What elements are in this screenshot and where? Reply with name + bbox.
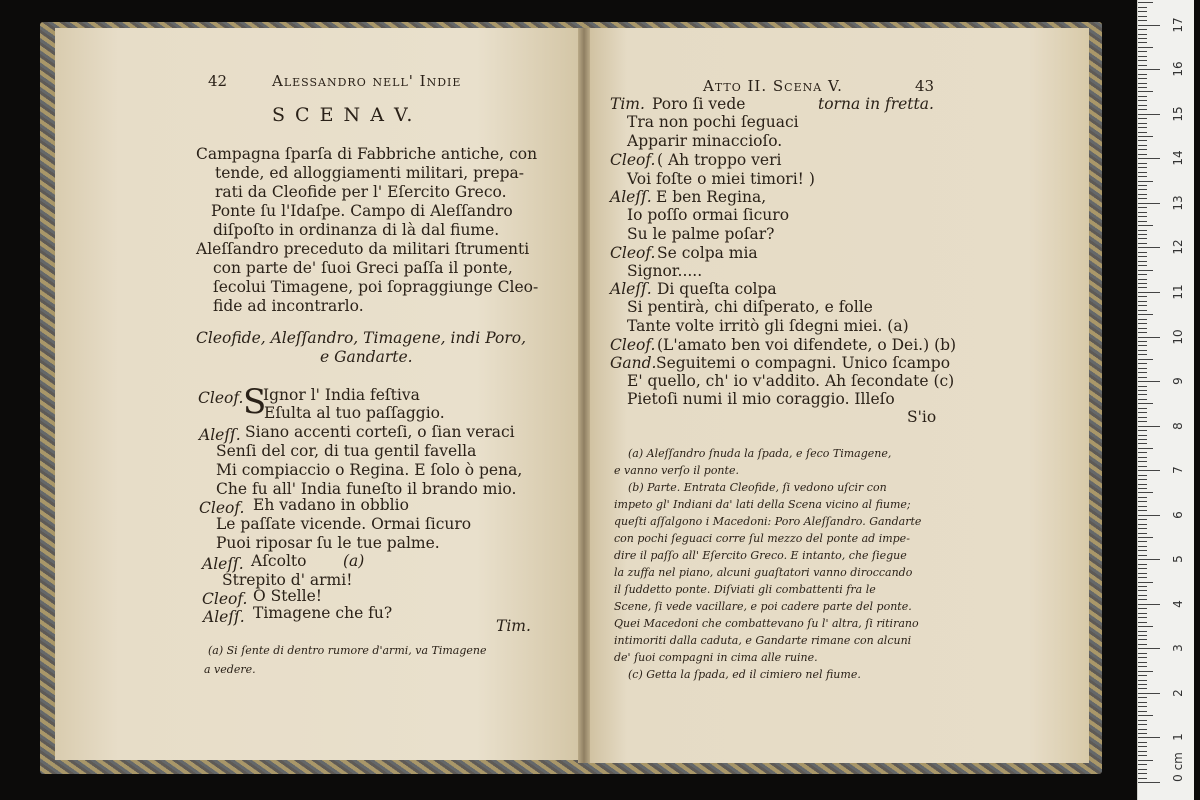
footnote-line: intimoriti dalla caduta, e Gandarte rimane con alcuni	[614, 634, 912, 647]
stage-aside: torna in fretta.	[818, 95, 934, 113]
ruler-tick	[1138, 488, 1147, 489]
ruler-tick	[1138, 666, 1147, 667]
ruler-tick	[1138, 127, 1147, 128]
speaker-label: Cleof.	[610, 151, 656, 169]
ruler-tick	[1138, 653, 1147, 654]
verse-line: E ben Regina,	[656, 188, 767, 206]
ruler-tick	[1138, 751, 1147, 752]
ruler-tick	[1138, 16, 1147, 17]
ruler-tick	[1138, 501, 1147, 502]
ruler-tick	[1138, 595, 1147, 596]
ruler-tick	[1138, 118, 1147, 119]
ruler-tick	[1138, 163, 1147, 164]
ruler-tick	[1138, 319, 1147, 320]
verse-line: Siano accenti corteſi, o ſian veraci	[245, 423, 515, 441]
ruler-tick	[1138, 368, 1147, 369]
ruler-tick	[1138, 25, 1160, 26]
stage-direction-line: Campagna ſparſa di Fabbriche antiche, con	[196, 145, 538, 163]
ruler-tick	[1138, 778, 1147, 779]
ruler-number: 17	[1171, 17, 1185, 33]
ruler-tick	[1138, 706, 1147, 707]
ruler-tick	[1138, 729, 1147, 730]
ruler-tick	[1138, 60, 1147, 61]
ruler-number: 10	[1171, 328, 1185, 345]
ruler-tick	[1138, 408, 1147, 409]
ruler-tick	[1138, 394, 1147, 395]
ruler-tick	[1138, 2, 1153, 3]
ruler-tick	[1138, 91, 1153, 92]
footnote-marker: (a)	[343, 552, 365, 570]
ruler-tick	[1138, 697, 1147, 698]
verse-line: Di queſta colpa	[657, 280, 777, 298]
ruler-tick	[1138, 617, 1147, 618]
ruler-tick	[1138, 755, 1147, 756]
ruler-tick	[1138, 292, 1160, 293]
ruler-tick	[1138, 65, 1147, 66]
verse-line: Si pentirà, chi diſperato, e folle	[627, 298, 873, 316]
ruler-tick	[1138, 435, 1147, 436]
ruler-tick	[1138, 582, 1153, 583]
ruler-tick	[1138, 457, 1147, 458]
ruler-tick	[1138, 114, 1160, 115]
ruler-tick	[1138, 711, 1147, 712]
speaker-label: Cleof.	[610, 244, 656, 262]
ruler-tick	[1138, 586, 1147, 587]
verse-line: Tante volte irritò gli ſdegni miei. (a)	[627, 317, 909, 335]
ruler-tick	[1138, 261, 1147, 262]
ruler-tick	[1138, 7, 1147, 8]
speaker-label: Tim.	[610, 95, 645, 113]
verse-line: Seguitemi o compagni. Unico ſcampo	[656, 354, 951, 372]
ruler-number: 6	[1171, 510, 1185, 519]
ruler-number: 14	[1171, 150, 1185, 166]
speaker-label: Aleſſ.	[202, 555, 244, 573]
stage-direction-line: fide ad incontrarlo.	[213, 297, 364, 315]
verse-line: Voi foſte o miei timori! )	[627, 170, 815, 188]
ruler-tick	[1138, 662, 1147, 663]
ruler-tick	[1138, 212, 1147, 213]
ruler-tick	[1138, 167, 1147, 168]
ruler-tick	[1138, 34, 1147, 35]
running-head-right: Atto II. Scena V.	[703, 77, 843, 95]
stage-direction-line: rati da Cleofide per l' Eſercito Greco.	[215, 183, 507, 201]
ruler-tick	[1138, 265, 1147, 266]
stage-direction-line: diſpoſto in ordinanza di là dal fiume.	[213, 221, 500, 239]
ruler-tick	[1138, 412, 1147, 413]
ruler-tick	[1138, 105, 1147, 106]
verse-line: E' quello, ch' io v'addito. Ah ſecondate (c)	[627, 372, 955, 390]
ruler-tick	[1138, 100, 1147, 101]
ruler-tick	[1138, 631, 1147, 632]
ruler-tick	[1138, 359, 1153, 360]
stage-direction-line: con parte de' ſuoi Greci paſſa il ponte,	[213, 259, 513, 277]
footnote-line: (a) Aleſſandro ſnuda la ſpada, e ſeco Timagene,	[628, 447, 892, 460]
ruler-tick	[1138, 724, 1147, 725]
verse-line: Poro ſi vede	[652, 95, 746, 113]
ruler-tick	[1138, 390, 1147, 391]
ruler-tick	[1138, 702, 1147, 703]
ruler-tick	[1138, 96, 1147, 97]
catchword-right: S'io	[907, 408, 937, 426]
ruler-tick	[1138, 296, 1147, 297]
speaker-label: Cleof.	[610, 336, 656, 354]
ruler-tick	[1138, 29, 1147, 30]
ruler-tick	[1138, 439, 1147, 440]
footnote-line: il ſuddetto ponte. Diſviati gli combattenti fra le	[614, 583, 876, 596]
ruler-number: 11	[1171, 284, 1185, 300]
speaker-label: Cleof.	[199, 499, 245, 517]
ruler-tick	[1138, 350, 1147, 351]
ruler-tick	[1138, 11, 1147, 12]
stage-direction-line: Ponte ſu l'Idaſpe. Campo di Aleſſandro	[211, 202, 513, 220]
ruler-tick	[1138, 639, 1147, 640]
ruler-tick	[1138, 688, 1147, 689]
verse-line: Strepito d' armi!	[222, 571, 353, 589]
ruler-tick	[1138, 550, 1147, 551]
ruler-tick	[1138, 715, 1153, 716]
ruler-tick	[1138, 172, 1147, 173]
ruler-tick	[1138, 515, 1160, 516]
ruler-tick	[1138, 247, 1160, 248]
ruler-tick	[1138, 305, 1147, 306]
footnote-line: a vedere.	[204, 663, 256, 676]
ruler-tick	[1138, 760, 1153, 761]
ruler-tick	[1138, 599, 1147, 600]
ruler-tick	[1138, 328, 1147, 329]
ruler-tick	[1138, 221, 1147, 222]
ruler-tick	[1138, 533, 1147, 534]
ruler-tick	[1138, 158, 1160, 159]
ruler-tick	[1138, 613, 1147, 614]
ruler-tick	[1138, 680, 1147, 681]
ruler-tick	[1138, 559, 1160, 560]
ruler-tick	[1138, 234, 1147, 235]
ruler-tick	[1138, 287, 1147, 288]
ruler-tick	[1138, 274, 1147, 275]
footnote-line: (c) Getta la ſpada, ed il cimiero nel fiume.	[628, 668, 861, 681]
ruler-tick	[1138, 426, 1160, 427]
ruler-tick	[1138, 386, 1147, 387]
ruler-tick	[1138, 773, 1147, 774]
speaker-label: Aleſſ.	[199, 426, 241, 444]
ruler-tick	[1138, 136, 1153, 137]
ruler-tick	[1138, 51, 1147, 52]
ruler-tick	[1138, 42, 1147, 43]
footnote-line: (b) Parte. Entrata Cleofide, ſi vedono uſcir con	[628, 481, 887, 494]
ruler-tick	[1138, 243, 1147, 244]
ruler-tick	[1138, 577, 1147, 578]
running-head-left: Alessandro nell' Indie	[272, 72, 462, 90]
ruler-tick	[1138, 185, 1147, 186]
ruler-number: 8	[1171, 421, 1185, 430]
ruler-tick	[1138, 657, 1147, 658]
ruler-tick	[1138, 568, 1147, 569]
verse-line: (L'amato ben voi difendete, o Dei.) (b)	[657, 336, 957, 354]
verse-line: Apparir minaccioſo.	[627, 132, 783, 150]
ruler-tick	[1138, 363, 1147, 364]
ruler-tick	[1138, 145, 1147, 146]
ruler-tick	[1138, 693, 1160, 694]
speaker-label: Cleof.	[202, 590, 248, 608]
ruler-tick	[1138, 528, 1147, 529]
measurement-ruler	[1137, 0, 1194, 800]
ruler-unit-label: 0 cm	[1171, 752, 1185, 782]
footnote-line: (a) Si ſente di dentro rumore d'armi, va Timagene	[208, 644, 487, 657]
footnote-line: dire il paſſo all' Eſercito Greco. E intanto, che ſiegue	[614, 549, 907, 562]
footnote-line: de' ſuoi compagni in cima alle ruine.	[614, 651, 818, 664]
ruler-tick	[1138, 546, 1147, 547]
ruler-tick	[1138, 176, 1147, 177]
ruler-tick	[1138, 764, 1147, 765]
speaker-label: Aleſſ.	[610, 280, 652, 298]
ruler-tick	[1138, 323, 1147, 324]
book-gutter	[578, 28, 590, 763]
verse-line: Le paſſate vicende. Ormai ſicuro	[216, 515, 472, 533]
ruler-tick	[1138, 541, 1147, 542]
character-list: e Gandarte.	[320, 348, 413, 366]
ruler-tick	[1138, 181, 1153, 182]
ruler-number: 4	[1171, 599, 1185, 608]
ruler-tick	[1138, 230, 1147, 231]
ruler-tick	[1138, 492, 1153, 493]
verse-line: Signor.....	[627, 262, 703, 280]
catchword-left: Tim.	[496, 617, 531, 635]
speaker-label: Aleſſ.	[610, 188, 652, 206]
ruler-number: 16	[1171, 61, 1185, 77]
ruler-tick	[1138, 149, 1147, 150]
ruler-tick	[1138, 20, 1147, 21]
ruler-tick	[1138, 372, 1147, 373]
ruler-tick	[1138, 252, 1147, 253]
ruler-tick	[1138, 399, 1147, 400]
ruler-tick	[1138, 189, 1147, 190]
ruler-tick	[1138, 377, 1147, 378]
ruler-tick	[1138, 270, 1153, 271]
ruler-number: 7	[1171, 466, 1185, 474]
ruler-tick	[1138, 74, 1147, 75]
verse-line: Timagene che fu?	[253, 604, 393, 622]
ruler-tick	[1138, 332, 1147, 333]
ruler-tick	[1138, 78, 1147, 79]
ruler-tick	[1138, 510, 1147, 511]
ruler-tick	[1138, 443, 1147, 444]
ruler-tick	[1138, 198, 1147, 199]
stage-direction-line: tende, ed alloggiamenti militari, prepa-	[215, 164, 525, 182]
ruler-tick	[1138, 604, 1160, 605]
ruler-tick	[1138, 341, 1147, 342]
footnote-line: con pochi ſeguaci corre ſul mezzo del ponte ad impe-	[614, 532, 910, 545]
ruler-tick	[1138, 47, 1153, 48]
verse-line: Che fu all' India funeſto il brando mio.	[216, 480, 517, 498]
ruler-number: 3	[1171, 644, 1185, 653]
ruler-tick	[1138, 608, 1147, 609]
ruler-tick	[1138, 337, 1160, 338]
ruler-tick	[1138, 430, 1147, 431]
drop-cap: S	[243, 382, 267, 422]
ruler-tick	[1138, 448, 1153, 449]
ruler-tick	[1138, 225, 1153, 226]
ruler-tick	[1138, 310, 1147, 311]
ruler-tick	[1138, 590, 1147, 591]
ruler-tick	[1138, 626, 1153, 627]
verse-line: Io poſſo ormai ſicuro	[627, 206, 790, 224]
ruler-tick	[1138, 466, 1147, 467]
ruler-tick	[1138, 470, 1160, 471]
ruler-tick	[1138, 461, 1147, 462]
ruler-tick	[1138, 87, 1147, 88]
page-number-left: 42	[208, 72, 228, 90]
page-number-right: 43	[915, 77, 935, 95]
ruler-tick	[1138, 56, 1147, 57]
verse-line: Aſcolto	[251, 552, 307, 570]
ruler-tick	[1138, 675, 1147, 676]
ruler-tick	[1138, 238, 1147, 239]
ruler-tick	[1138, 154, 1147, 155]
verse-line: Ignor l' India feſtiva	[263, 386, 420, 404]
ruler-tick	[1138, 403, 1153, 404]
ruler-tick	[1138, 69, 1160, 70]
ruler-tick	[1138, 564, 1147, 565]
ruler-number: 1	[1171, 733, 1185, 742]
ruler-tick	[1138, 475, 1147, 476]
ruler-number: 5	[1171, 555, 1185, 564]
verse-line: Senſi del cor, di tua gentil favella	[216, 442, 477, 460]
ruler-tick	[1138, 635, 1147, 636]
ruler-tick	[1138, 123, 1147, 124]
ruler-tick	[1138, 648, 1160, 649]
ruler-tick	[1138, 769, 1147, 770]
ruler-tick	[1138, 737, 1160, 738]
speaker-label: Gand.	[610, 354, 657, 372]
ruler-tick	[1138, 622, 1147, 623]
ruler-tick	[1138, 283, 1147, 284]
ruler-tick	[1138, 479, 1147, 480]
ruler-tick	[1138, 381, 1160, 382]
ruler-tick	[1138, 742, 1147, 743]
verse-line: Mi compiaccio o Regina. E ſolo ò pena,	[216, 461, 523, 479]
ruler-tick	[1138, 684, 1147, 685]
ruler-tick	[1138, 256, 1147, 257]
verse-line: Se colpa mia	[657, 244, 758, 262]
ruler-tick	[1138, 38, 1147, 39]
ruler-tick	[1138, 782, 1160, 783]
ruler-tick	[1138, 132, 1147, 133]
ruler-tick	[1138, 207, 1147, 208]
ruler-tick	[1138, 497, 1147, 498]
verse-line: Eh vadano in obblio	[253, 496, 409, 514]
ruler-tick	[1138, 83, 1147, 84]
ruler-tick	[1138, 644, 1147, 645]
ruler-number: 2	[1171, 689, 1185, 697]
footnote-line: la zuffa nel piano, alcuni guaſtatori vanno diroccando	[614, 566, 913, 579]
stage-direction-line: Aleſſandro preceduto da militari ſtrumenti	[196, 240, 530, 258]
ruler-tick	[1138, 555, 1147, 556]
ruler-tick	[1138, 194, 1147, 195]
footnote-line: Quei Macedoni che combattevano ſu l' altra, ſi ritirano	[614, 617, 919, 630]
verse-line: Pietoſi numi il mio coraggio. Illeſo	[627, 390, 895, 408]
footnote-line: e vanno verſo il ponte.	[614, 464, 739, 477]
ruler-tick	[1138, 733, 1147, 734]
footnote-line: queſti aſſalgono i Macedoni: Poro Aleſſandro. Gandarte	[614, 515, 922, 528]
ruler-tick	[1138, 301, 1147, 302]
character-list: Cleofide, Aleſſandro, Timagene, indi Poro,	[196, 329, 527, 347]
ruler-tick	[1138, 506, 1147, 507]
verse-line: ( Ah troppo veri	[657, 151, 782, 169]
ruler-tick	[1138, 671, 1153, 672]
ruler-tick	[1138, 279, 1147, 280]
verse-line: Eſulta al tuo paſſaggio.	[264, 404, 445, 422]
ruler-tick	[1138, 720, 1147, 721]
ruler-tick	[1138, 452, 1147, 453]
ruler-tick	[1138, 216, 1147, 217]
ruler-tick	[1138, 203, 1160, 204]
ruler-tick	[1138, 314, 1153, 315]
footnote-line: Scene, ſi vede vacillare, e poi cadere parte del ponte.	[614, 600, 912, 613]
ruler-tick	[1138, 746, 1147, 747]
ruler-tick	[1138, 140, 1147, 141]
speaker-label: Aleſſ.	[203, 608, 245, 626]
verse-line: Tra non pochi ſeguaci	[627, 113, 799, 131]
ruler-tick	[1138, 417, 1147, 418]
ruler-number: 12	[1171, 239, 1185, 256]
ruler-tick	[1138, 524, 1147, 525]
ruler-tick	[1138, 537, 1153, 538]
verse-line: O Stelle!	[253, 587, 322, 605]
ruler-tick	[1138, 573, 1147, 574]
footnote-line: impeto gl' Indiani da' lati della Scena vicino al fiume;	[614, 498, 911, 511]
ruler-tick	[1138, 354, 1147, 355]
stage-direction-line: ſecolui Timagene, poi ſopraggiunge Cleo-	[213, 278, 539, 296]
ruler-tick	[1138, 109, 1147, 110]
ruler-number: 9	[1171, 377, 1185, 385]
scene-title: S C E N A V.	[272, 104, 415, 126]
ruler-number: 13	[1171, 195, 1185, 211]
verse-line: Su le palme poſar?	[627, 225, 775, 243]
ruler-tick	[1138, 421, 1147, 422]
ruler-number: 15	[1171, 106, 1185, 122]
ruler-tick	[1138, 484, 1147, 485]
ruler-tick	[1138, 519, 1147, 520]
speaker-label: Cleof.	[198, 389, 244, 407]
verse-line: Puoi riposar ſu le tue palme.	[216, 534, 440, 552]
ruler-tick	[1138, 345, 1147, 346]
